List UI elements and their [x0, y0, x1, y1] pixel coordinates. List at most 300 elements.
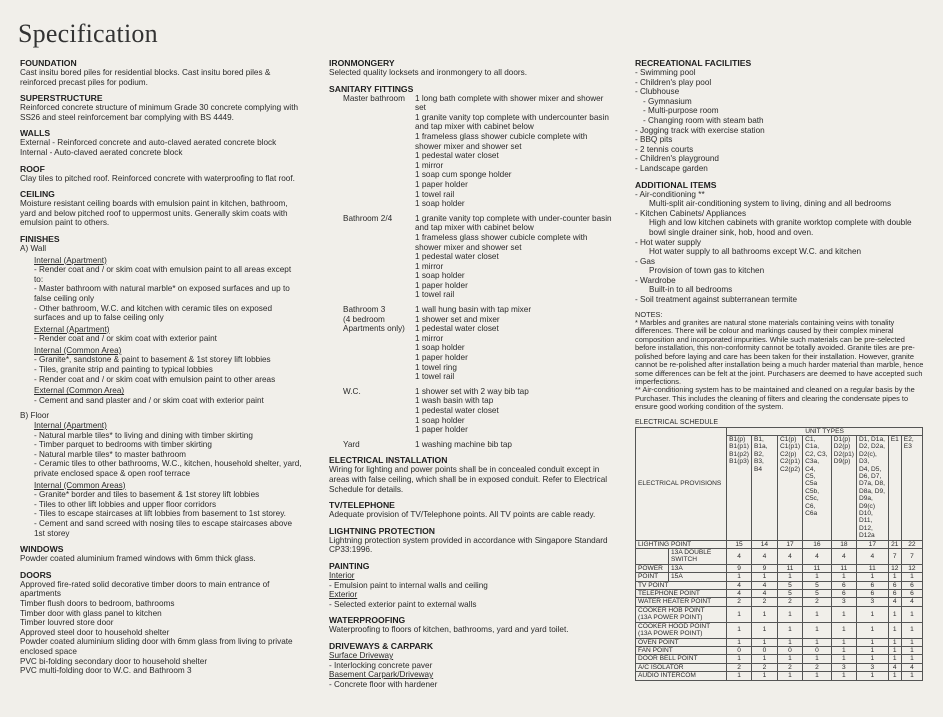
painting-interior-text: - Emulsion paint to internal walls and ceiling	[329, 580, 488, 590]
table-cell: 5	[803, 590, 832, 598]
list-item: - Other bathroom, W.C. and kitchen with ceramic tiles on exposed surfaces and up to false ceiling only	[34, 303, 272, 323]
list-item: - Kitchen Cabinets/ Appliances	[635, 208, 747, 218]
list-item: - Multi-purpose room	[643, 106, 719, 116]
wall-subsections	[20, 256, 302, 406]
list-item: - BBQ pits	[635, 135, 673, 145]
sanitary-item: 1 wall hung basin with tap mixer	[415, 305, 532, 315]
table-cell: 4	[751, 549, 777, 565]
table-cell: 2	[777, 663, 802, 671]
sanitary-item: 1 paper holder	[415, 179, 468, 189]
table-cell: 2	[751, 598, 777, 606]
table-cell: 3	[856, 663, 888, 671]
list-item: Approved fire-rated solid decorative timber doors to main entrance of apartments	[20, 579, 270, 599]
table-cell: 1	[751, 655, 777, 663]
finishes-heading: FINISHES	[20, 233, 60, 244]
list-item: Powder coated aluminium sliding door with 6mm glass from living to private enclosed space	[20, 637, 293, 656]
recreational-heading: RECREATIONAL FACILITIES	[635, 58, 752, 68]
additional-heading: ADDITIONAL ITEMS	[635, 179, 717, 190]
sanitary-heading: SANITARY FITTINGS	[329, 83, 414, 94]
doors-section	[20, 570, 302, 676]
list-item: - Granite* border and tiles to basement & 1st storey lift lobbies	[34, 490, 260, 500]
table-cell: 18	[831, 540, 856, 548]
table-cell: 3	[831, 663, 856, 671]
table-cell: 4	[803, 549, 832, 565]
notes-section	[635, 311, 925, 412]
list-item: - Jogging track with exercise station	[635, 125, 765, 135]
table-cell: 4	[751, 581, 777, 589]
row-label: POINT	[636, 573, 669, 581]
doors-heading: DOORS	[20, 569, 52, 580]
notes-heading: NOTES:	[635, 309, 663, 319]
table-cell: 9	[727, 564, 752, 572]
foundation-heading: FOUNDATION	[20, 58, 77, 68]
unit-type-column: D1, D1a, D2, D2a, D2(c), D3, D4, D5, D6, D7, D7a, D8, D8a, D9, D9a, D9(c) D10, D11, D12, D12a	[856, 435, 888, 540]
waterproofing-section	[329, 615, 613, 635]
table-cell: 11	[856, 564, 888, 572]
sanitary-item: 1 granite vanity top complete with undercounter basin and tap mixer with cabinet below	[415, 112, 609, 132]
sanitary-item: 1 towel rail	[415, 290, 455, 300]
table-cell: 2	[803, 598, 832, 606]
table-cell: 4	[727, 590, 752, 598]
list-item: PVC multi-folding door to W.C. and Bathroom 3	[20, 666, 192, 676]
table-row	[636, 606, 923, 622]
unit-type-column: C1(p) C1(p1) C2(p) C2(p1) C2(p2)	[777, 435, 802, 540]
table-cell: 21	[888, 540, 901, 548]
table-cell: 2	[727, 598, 752, 606]
table-cell: 17	[777, 540, 802, 548]
driveways-section	[329, 641, 613, 689]
lightning-section	[329, 526, 613, 555]
sanitary-item: 1 soap holder	[415, 415, 465, 425]
table-cell: 1	[751, 672, 777, 680]
sanitary-item: 1 soap holder	[415, 271, 465, 281]
table-cell: 6	[831, 590, 856, 598]
table-cell: 2	[777, 598, 802, 606]
table-cell: 1	[831, 655, 856, 663]
electrical-heading: ELECTRICAL INSTALLATION	[329, 455, 448, 466]
sanitary-item: 1 paper holder	[415, 353, 468, 363]
table-cell: 6	[888, 581, 901, 589]
floor-internal-common-label: Internal (Common Areas)	[34, 480, 126, 490]
electrical-schedule-title: ELECTRICAL SCHEDULE	[635, 418, 718, 426]
table-cell: 2	[803, 663, 832, 671]
table-cell: 1	[856, 655, 888, 663]
sanitary-item: 1 soap holder	[415, 199, 465, 209]
ceiling-heading: CEILING	[20, 189, 55, 200]
sanitary-item: 1 mirror	[415, 160, 444, 170]
sanitary-item: 1 pedestal water closet	[415, 252, 499, 262]
table-cell: 1	[751, 622, 777, 638]
table-cell: 2	[727, 663, 752, 671]
row-label: LIGHTING POINT	[636, 540, 727, 548]
table-cell: 4	[856, 549, 888, 565]
note-marble: * Marbles and granites are natural stone materials containing veins with tonality differences. There will be colour and markings caused by their complex mineral composition and incorporated impurities. While such materials can be pre-selected before installation, this non-conformity cannot be totally avoided. Granite tiles are pre-polished before laying and care has been taken for their installation. However, granite cannot be re-polished after installation being a much harder material than marble, hence some differences can be felt at the joint. Purchasers are deemed to have accepted such imperfections.	[635, 318, 924, 386]
table-cell: 1	[803, 573, 832, 581]
list-item: Timber door with glass panel to kitchen	[20, 608, 162, 618]
table-cell: 1	[888, 672, 901, 680]
electrical-section	[329, 455, 613, 494]
table-cell: 1	[751, 573, 777, 581]
unit-type-column: E2, E3	[901, 435, 922, 540]
sanitary-section	[329, 84, 613, 450]
table-cell: 4	[888, 663, 901, 671]
tv-heading: TV/TELEPHONE	[329, 500, 395, 511]
row-label: TELEPHONE POINT	[636, 590, 727, 598]
table-cell: 1	[777, 655, 802, 663]
table-cell: 1	[777, 622, 802, 638]
table-cell: 6	[856, 581, 888, 589]
foundation-section	[20, 58, 302, 87]
basement-carpark-label: Basement Carpark/Driveway	[329, 670, 434, 680]
row-sublabel: 13A	[669, 564, 727, 572]
table-cell: 16	[803, 540, 832, 548]
recreational-section	[635, 58, 925, 174]
table-cell: 1	[727, 622, 752, 638]
table-cell: 1	[727, 638, 752, 646]
table-cell: 1	[856, 622, 888, 638]
windows-section	[20, 544, 302, 564]
table-cell: 11	[803, 564, 832, 572]
list-item: Approved steel door to household shelter	[20, 627, 170, 637]
table-cell: 4	[831, 549, 856, 565]
list-item: - Children's playground	[635, 154, 719, 164]
table-cell: 1	[856, 606, 888, 622]
windows-heading: WINDOWS	[20, 544, 64, 555]
table-cell: 1	[856, 573, 888, 581]
lightning-text: Lightning protection system provided in accordance with Singapore Standard CP33:1996.	[329, 535, 608, 555]
list-item: - Wardrobe	[635, 275, 676, 285]
table-cell: 4	[901, 663, 922, 671]
table-cell: 4	[888, 598, 901, 606]
superstructure-section	[20, 93, 302, 122]
sanitary-item: 1 paper holder	[415, 280, 468, 290]
sanitary-item: 1 pedestal water closet	[415, 151, 499, 161]
row-label: OVEN POINT	[636, 638, 727, 646]
table-cell: 11	[831, 564, 856, 572]
list-item: PVC bi-folding secondary door to household shelter	[20, 656, 208, 666]
sanitary-item: 1 frameless glass shower cubicle complete with shower mixer and shower set	[415, 232, 588, 252]
row-label: COOKER HOOD POINT (13A POWER POINT)	[636, 622, 727, 638]
table-cell: 1	[901, 655, 922, 663]
sanitary-item: 1 washing machine bib tap	[415, 439, 512, 449]
table-row	[636, 646, 923, 654]
table-cell: 1	[888, 655, 901, 663]
additional-section	[635, 180, 925, 305]
table-cell: 1	[777, 606, 802, 622]
painting-exterior-label: Exterior	[329, 590, 358, 600]
unit-type-column: B1, B1a, B2, B3, B4	[751, 435, 777, 540]
table-cell: 4	[777, 549, 802, 565]
table-cell: 1	[777, 573, 802, 581]
table-cell: 1	[901, 606, 922, 622]
table-cell: 6	[901, 581, 922, 589]
table-cell: 14	[751, 540, 777, 548]
page-title: Specification	[18, 19, 158, 48]
sanitary-item: 1 soap holder	[415, 343, 465, 353]
list-item-detail: High and low kitchen cabinets with granite worktop complete with double bowl single drainer sink, hob, hood and oven.	[649, 218, 912, 237]
table-cell: 17	[856, 540, 888, 548]
electrical-schedule-table	[635, 427, 923, 681]
table-cell: 0	[727, 646, 752, 654]
sanitary-item: 1 frameless glass shower cubicle complete with shower mixer and shower set	[415, 131, 588, 151]
table-cell: 1	[888, 638, 901, 646]
list-item: Timber louvred store door	[20, 618, 114, 628]
table-row	[636, 549, 923, 565]
table-cell: 1	[751, 638, 777, 646]
row-label: TV POINT	[636, 581, 727, 589]
sanitary-item: 1 mirror	[415, 333, 444, 343]
roof-text: Clay tiles to pitched roof. Reinforced concrete with waterproofing to flat roof.	[20, 173, 295, 183]
roof-section	[20, 164, 302, 184]
list-item: - Tiles to other lift lobbies and upper floor corridors	[34, 499, 217, 509]
table-cell: 22	[901, 540, 922, 548]
painting-heading: PAINTING	[329, 560, 370, 571]
unit-types-header: UNIT TYPES	[727, 427, 923, 435]
list-item: - Swimming pool	[635, 68, 696, 77]
sanitary-item: 1 towel rail	[415, 189, 455, 199]
table-row	[636, 622, 923, 638]
table-cell: 4	[727, 549, 752, 565]
list-item: - Natural marble tiles* to master bathroom	[34, 449, 186, 459]
table-cell: 1	[901, 646, 922, 654]
table-cell: 1	[901, 622, 922, 638]
table-cell: 1	[901, 573, 922, 581]
table-cell: 2	[751, 663, 777, 671]
list-item: - Render coat and / or skim coat with exterior paint	[34, 334, 217, 344]
table-cell: 15	[727, 540, 752, 548]
ceiling-text: Moisture resistant ceiling boards with emulsion paint in kitchen, bathroom, yard and below pitched roof to uppermost units. Generally skim coats with emulsion paint to others.	[20, 199, 288, 228]
sanitary-group-label: Yard	[343, 439, 360, 449]
column-right	[635, 58, 925, 681]
list-item: - Granite*, sandstone & paint to basement & 1st storey lift lobbies	[34, 355, 271, 365]
list-item: - 2 tennis courts	[635, 144, 694, 154]
list-item: - Children's play pool	[635, 77, 712, 87]
table-row	[636, 598, 923, 606]
row-sublabel: 13A DOUBLE SWITCH	[669, 549, 727, 565]
sanitary-group	[329, 440, 613, 450]
table-cell: 1	[888, 622, 901, 638]
sanitary-group-label: W.C.	[343, 386, 361, 396]
painting-exterior-text: - Selected exterior paint to external walls	[329, 599, 477, 609]
table-cell: 1	[856, 672, 888, 680]
row-label: POWER	[636, 564, 669, 572]
table-cell: 12	[901, 564, 922, 572]
row-label: DOOR BELL POINT	[636, 655, 727, 663]
sanitary-group-label: Bathroom 2/4	[343, 213, 393, 223]
sanitary-item: 1 shower set with 2 way bib tap	[415, 386, 529, 396]
sanitary-item: 1 wash basin with tap	[415, 396, 494, 406]
row-label: WATER HEATER POINT	[636, 598, 727, 606]
table-cell: 1	[727, 672, 752, 680]
column-left	[20, 58, 302, 682]
sanitary-item: 1 long bath complete with shower mixer and shower set	[415, 93, 604, 113]
sanitary-group	[329, 94, 613, 209]
table-row	[636, 540, 923, 548]
table-cell: 6	[831, 581, 856, 589]
sanitary-item: 1 granite vanity top complete with under-counter basin and tap mixer with cabinet below	[415, 213, 612, 233]
table-cell: 1	[727, 606, 752, 622]
unit-type-column: C1, C1a, C2, C3, C3a, C4, C5, C5a C5b, C5c, C6, C6a	[803, 435, 832, 540]
list-item-detail: Multi-split air-conditioning system to living, dining and all bedrooms	[649, 199, 892, 209]
table-row	[636, 564, 923, 572]
foundation-text: Cast insitu bored piles for residential blocks. Cast insitu bored piles & reinforced precast piles for podium.	[20, 68, 271, 87]
table-row	[636, 663, 923, 671]
unit-type-column: D1(p) D2(p) D2(p1) D9(p)	[831, 435, 856, 540]
list-item: - Cement and sand plaster and / or skim coat with exterior paint	[34, 395, 264, 405]
column-middle	[329, 58, 613, 695]
electrical-text: Wiring for lighting and power points shall be in concealed conduit except in areas with false ceiling, which shall be in exposed conduit. Refer to Electrical Schedule for details.	[329, 465, 608, 494]
table-cell: 1	[751, 606, 777, 622]
painting-section	[329, 561, 613, 609]
row-label: COOKER HOB POINT (13A POWER POINT)	[636, 606, 727, 622]
list-item: - Tiles, granite strip and painting to typical lobbies	[34, 365, 213, 375]
sanitary-item: 1 towel rail	[415, 372, 455, 382]
finishes-section	[20, 234, 302, 538]
wall-internal-common-label: Internal (Common Area)	[34, 345, 122, 355]
table-cell: 4	[901, 598, 922, 606]
table-cell: 0	[751, 646, 777, 654]
unit-type-column: B1(p) B1(p1) B1(p2) B1(p3)	[727, 435, 752, 540]
table-cell: 6	[856, 590, 888, 598]
table-cell: 9	[751, 564, 777, 572]
table-cell: 1	[856, 638, 888, 646]
finishes-wall-label: A) Wall	[20, 243, 47, 253]
list-item: - Cement and sand screed with nosing tiles to escape staircases above 1st storey	[34, 518, 293, 538]
table-cell: 5	[803, 581, 832, 589]
table-cell: 5	[777, 581, 802, 589]
floor-subsections	[20, 421, 302, 538]
wall-external-common-label: External (Common Area)	[34, 386, 125, 396]
table-cell: 3	[831, 598, 856, 606]
table-row	[636, 638, 923, 646]
row-label: A/C ISOLATOR	[636, 663, 727, 671]
table-cell: 0	[803, 646, 832, 654]
sanitary-item: 1 paper holder	[415, 425, 468, 435]
table-cell: 4	[751, 590, 777, 598]
walls-external: External - Reinforced concrete and auto-claved aerated concrete block	[20, 138, 277, 148]
list-item-detail: Built-in to all bedrooms	[649, 285, 733, 295]
table-cell: 5	[777, 590, 802, 598]
table-cell: 1	[803, 655, 832, 663]
list-item: - Render coat and / or skim coat with emulsion paint to all areas except to:	[34, 265, 292, 284]
table-cell: 1	[803, 638, 832, 646]
sanitary-groups	[329, 94, 613, 450]
waterproofing-heading: WATERPROOFING	[329, 615, 406, 626]
table-cell: 6	[901, 590, 922, 598]
list-item-detail: Hot water supply to all bathrooms except W.C. and kitchen	[649, 247, 862, 257]
table-cell: 0	[777, 646, 802, 654]
walls-heading: WALLS	[20, 128, 51, 139]
table-cell: 6	[888, 590, 901, 598]
table-cell: 1	[831, 622, 856, 638]
table-cell: 3	[856, 598, 888, 606]
list-item: - Natural marble tiles* to living and dining with timber skirting	[34, 430, 253, 440]
table-row	[636, 581, 923, 589]
floor-internal-apartment-label: Internal (Apartment)	[34, 421, 107, 431]
sanitary-group-label: Bathroom 3 (4 bedroom Apartments only)	[343, 305, 405, 334]
roof-heading: ROOF	[20, 163, 45, 174]
row-sublabel: 15A	[669, 573, 727, 581]
list-item-detail: Provision of town gas to kitchen	[649, 266, 765, 276]
ceiling-section	[20, 189, 302, 228]
row-label: AUDIO INTERCOM	[636, 672, 727, 680]
table-cell: 1	[777, 672, 802, 680]
note-aircon: ** Air-conditioning system has to be maintained and cleaned on a regular basis by the Purchaser. This includes the cleaning of filters and clearing the condensate pipes to ensure good working condition of the system.	[635, 385, 915, 412]
sanitary-item: 1 mirror	[415, 261, 444, 271]
table-cell: 1	[727, 573, 752, 581]
finishes-floor-label: B) Floor	[20, 411, 50, 421]
ironmongery-section	[329, 58, 613, 78]
sanitary-item: 1 towel ring	[415, 362, 457, 372]
waterproofing-text: Waterproofing to floors of kitchen, bathrooms, yard and yard toilet.	[329, 625, 569, 635]
sanitary-item: 1 soap cum sponge holder	[415, 170, 512, 180]
sanitary-group-label: Master bathroom	[343, 93, 405, 103]
table-cell: 1	[831, 646, 856, 654]
sanitary-group	[329, 305, 613, 382]
list-item: - Gymnasium	[643, 96, 692, 106]
windows-text: Powder coated aluminium framed windows with 6mm thick glass.	[20, 554, 256, 564]
provisions-header: ELECTRICAL PROVISIONS	[636, 427, 727, 540]
table-cell: 1	[831, 573, 856, 581]
list-item: - Gas	[635, 256, 656, 266]
sanitary-group	[329, 214, 613, 300]
lightning-heading: LIGHTNING PROTECTION	[329, 525, 435, 536]
row-label	[636, 549, 669, 565]
surface-driveway-text: - Interlocking concrete paver	[329, 660, 433, 670]
table-cell: 11	[777, 564, 802, 572]
ironmongery-text: Selected quality locksets and ironmongery to all doors.	[329, 68, 527, 77]
table-row	[636, 672, 923, 680]
superstructure-text: Reinforced concrete structure of minimum Grade 30 concrete complying with SS26 and steel reinforcement bar complying with BS 4449.	[20, 103, 299, 122]
list-item: - Ceramic tiles to other bathrooms, W.C., kitchen, household shelter, yard, private enclosed space & open roof terrace	[34, 459, 302, 478]
painting-interior-label: Interior	[329, 570, 355, 580]
row-label: FAN POINT	[636, 646, 727, 654]
table-cell: 1	[727, 655, 752, 663]
table-cell: 1	[856, 646, 888, 654]
wall-external-apartment-label: External (Apartment)	[34, 324, 110, 334]
basement-carpark-text: - Concrete floor with hardener	[329, 679, 438, 689]
driveways-heading: DRIVEWAYS & CARPARK	[329, 640, 434, 651]
table-cell: 4	[727, 581, 752, 589]
tv-text: Adequate provision of TV/Telephone points. All TV points are cable ready.	[329, 510, 596, 520]
surface-driveway-label: Surface Driveway	[329, 650, 394, 660]
wall-internal-apartment-list	[34, 265, 302, 323]
table-cell: 1	[888, 606, 901, 622]
table-cell: 1	[831, 638, 856, 646]
walls-section	[20, 128, 302, 157]
walls-internal: Internal - Auto-claved aerated concrete block	[20, 147, 183, 157]
table-row	[636, 573, 923, 581]
table-cell: 1	[803, 606, 832, 622]
table-cell: 1	[888, 646, 901, 654]
table-cell: 7	[888, 549, 901, 565]
table-row	[636, 655, 923, 663]
list-item: Timber flush doors to bedroom, bathrooms	[20, 598, 175, 608]
wall-internal-apartment-label: Internal (Apartment)	[34, 255, 107, 265]
table-cell: 1	[901, 638, 922, 646]
sanitary-item: 1 shower set and mixer	[415, 314, 500, 324]
list-item: - Air-conditioning **	[635, 189, 705, 199]
list-item: - Soil treatment against subterranean termite	[635, 295, 798, 305]
table-cell: 7	[901, 549, 922, 565]
list-item: - Master bathroom with natural marble* on exposed surfaces and up to false ceiling only	[34, 284, 290, 303]
table-cell: 1	[803, 622, 832, 638]
list-item: - Hot water supply	[635, 237, 701, 247]
list-item: - Changing room with steam bath	[643, 115, 764, 125]
tv-section	[329, 500, 613, 520]
table-cell: 1	[831, 606, 856, 622]
table-cell: 1	[803, 672, 832, 680]
